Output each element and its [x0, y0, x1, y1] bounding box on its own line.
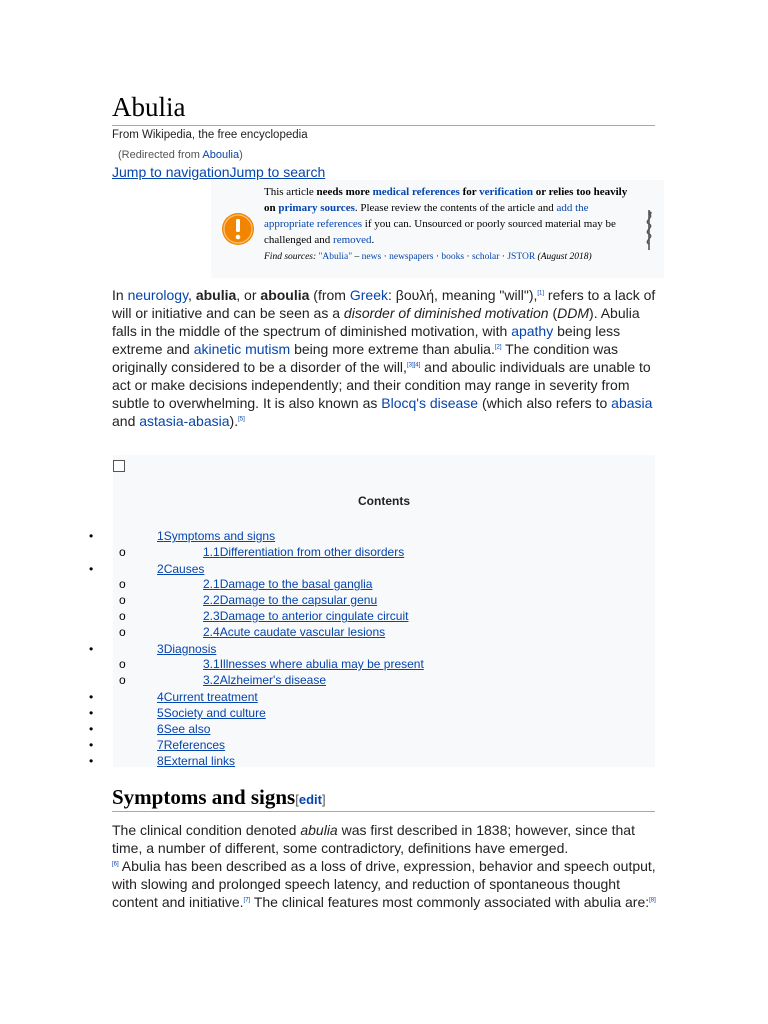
citation-5[interactable]: [5] — [238, 416, 245, 423]
maintenance-notice-box — [211, 180, 664, 278]
intro-text: The condition was originally considered to be a disorder of the will, — [112, 341, 619, 375]
redirect-prefix: (Redirected from — [118, 149, 203, 161]
find-books-link[interactable]: books — [441, 252, 465, 262]
toc-circle-bullet-icon: o — [119, 593, 126, 607]
notice-text: . — [371, 234, 375, 246]
toc-label: Causes — [163, 562, 205, 576]
intro-text: , — [188, 287, 196, 303]
toc-label: Differentiation from other disorders — [219, 545, 405, 559]
verification-link[interactable]: verification — [479, 186, 533, 198]
toc-item-caudate-lesions[interactable] — [203, 625, 385, 639]
find-jstor-link[interactable]: JSTOR — [507, 252, 536, 262]
intro-text: ( — [548, 305, 558, 321]
toc-label: Damage to the basal ganglia — [219, 577, 373, 591]
toc-label: External links — [163, 754, 236, 768]
greek-link[interactable]: Greek — [349, 287, 388, 303]
citation-3-4[interactable]: [3][4] — [406, 362, 421, 369]
toc-number: 3.1 — [203, 657, 220, 671]
toc-item-references[interactable] — [157, 738, 225, 752]
find-newspapers-link[interactable]: newspapers — [389, 252, 434, 262]
toc-bullet-icon: • — [89, 722, 94, 736]
edit-bracket: [ — [295, 792, 299, 807]
toc-circle-bullet-icon: o — [119, 577, 126, 591]
intro-text: In — [112, 287, 128, 303]
toc-circle-bullet-icon: o — [119, 609, 126, 623]
page-title: Abulia — [112, 92, 186, 122]
intro-bold-term: abulia — [195, 287, 237, 303]
intro-text: ). — [229, 413, 239, 429]
intro-paragraph — [112, 286, 657, 430]
intro-text: being more extreme than abulia. — [290, 341, 495, 357]
edit-bracket: ] — [321, 792, 326, 807]
toc-number: 8 — [157, 754, 164, 768]
toc-item-symptoms-and-signs[interactable] — [157, 529, 275, 543]
citation-1[interactable]: [1] — [537, 290, 545, 297]
find-sources-line: Find sources: "Abulia" – news · newspapers · books · scholar · JSTOR (August 2018) — [264, 252, 592, 262]
citation-7[interactable]: [7] — [243, 897, 251, 904]
intro-text: (which also refers to — [478, 395, 612, 411]
toc-item-society-and-culture[interactable] — [157, 706, 266, 720]
section-paragraph — [112, 821, 657, 911]
toc-item-differentiation[interactable] — [203, 545, 404, 559]
intro-text: , or — [236, 287, 261, 303]
toc-number: 2.2 — [203, 593, 220, 607]
toc-label: Damage to anterior cingulate circuit — [219, 609, 409, 623]
toc-circle-bullet-icon: o — [119, 625, 126, 639]
title-divider — [112, 125, 655, 126]
notice-text: if you can. Unsourced or poorly sourced material may be challenged and — [264, 218, 616, 246]
astasia-abasia-link[interactable]: astasia-abasia — [139, 413, 230, 429]
toc-circle-bullet-icon: o — [119, 673, 126, 687]
toc-item-external-links[interactable] — [157, 754, 235, 768]
toc-number: 2.3 — [203, 609, 220, 623]
add-references-link[interactable]: add the appropriate references — [264, 202, 589, 230]
redirect-source-link[interactable]: Aboulia — [202, 149, 240, 161]
toc-toggle-checkbox[interactable] — [113, 460, 125, 472]
toc-number: 2.4 — [203, 625, 220, 639]
section-edit — [295, 792, 325, 807]
toc-label: Society and culture — [163, 706, 266, 720]
toc-item-current-treatment[interactable] — [157, 690, 258, 704]
intro-text: (from — [309, 287, 350, 303]
redirect-suffix: ) — [239, 149, 243, 161]
intro-italic-term: disorder of diminished motivation — [343, 305, 549, 321]
redirect-notice — [118, 149, 243, 161]
find-scholar-link[interactable]: scholar — [471, 252, 500, 262]
section-text: Abulia has been described as a loss of drive, expression, behavior and speech output, with slowing and prolonged speech latency, and reduction of spontaneous thought content and initiative. — [112, 858, 656, 910]
toc-label: Current treatment — [163, 690, 258, 704]
section-heading-text: Symptoms and signs — [112, 785, 296, 809]
blocqs-disease-link[interactable]: Blocq's disease — [381, 395, 479, 411]
toc-label: Alzheimer's disease — [219, 673, 327, 687]
rod-of-asclepius-icon — [641, 208, 657, 252]
toc-item-diagnosis[interactable] — [157, 642, 216, 656]
find-sources-dash: – — [352, 252, 362, 262]
toc-number: 5 — [157, 706, 164, 720]
apathy-link[interactable]: apathy — [511, 323, 554, 339]
maintenance-notice-text — [264, 184, 636, 264]
primary-sources-link[interactable]: primary sources — [278, 202, 355, 214]
notice-bold: or relies too heavily on — [264, 186, 628, 214]
toc-bullet-icon: • — [89, 642, 94, 656]
toc-label: References — [163, 738, 226, 752]
notice-bold: needs more — [316, 186, 373, 198]
toc-bullet-icon: • — [89, 562, 94, 576]
toc-item-causes[interactable] — [157, 562, 204, 576]
jump-links — [112, 164, 325, 180]
toc-item-alzheimers[interactable] — [203, 673, 326, 687]
toc-number: 2.1 — [203, 577, 220, 591]
toc-number: 1.1 — [203, 545, 220, 559]
toc-label: Damage to the capsular genu — [219, 593, 378, 607]
toc-label: See also — [163, 722, 211, 736]
toc-label: Symptoms and signs — [163, 529, 276, 543]
warning-icon — [221, 212, 255, 246]
toc-number: 3 — [157, 642, 164, 656]
toc-item-basal-ganglia[interactable] — [203, 577, 372, 591]
toc-number: 1 — [157, 529, 164, 543]
medical-references-link[interactable]: medical references — [372, 186, 460, 198]
intro-italic-term: DDM — [557, 305, 590, 321]
section-divider — [112, 811, 655, 812]
toc-number: 7 — [157, 738, 164, 752]
intro-text: and aboulic individuals are unable to act or make decisions independently; and their condition may range in severity from subtle to overwhelming. It is also known as — [112, 359, 651, 411]
notice-text: This article — [264, 186, 317, 198]
notice-bold: for — [459, 186, 480, 198]
section-heading — [112, 785, 326, 810]
citation-6[interactable]: [6] — [112, 861, 119, 868]
akinetic-mutism-link[interactable]: akinetic mutism — [193, 341, 291, 357]
toc-title: Contents — [358, 494, 410, 508]
toc-bullet-icon: • — [89, 690, 94, 704]
neurology-link[interactable]: neurology — [127, 287, 189, 303]
find-news-link[interactable]: news — [361, 252, 382, 262]
toc-bullet-icon: • — [89, 706, 94, 720]
section-italic-term: abulia — [300, 822, 338, 838]
toc-bullet-icon: • — [89, 738, 94, 752]
toc-label: Acute caudate vascular lesions — [219, 625, 386, 639]
section-text: The clinical condition denoted — [112, 822, 301, 838]
site-tagline: From Wikipedia, the free encyclopedia — [112, 129, 308, 141]
abasia-link[interactable]: abasia — [611, 395, 653, 411]
citation-2[interactable]: [2] — [494, 344, 502, 351]
intro-bold-term: aboulia — [260, 287, 310, 303]
jump-to-search-link[interactable]: Jump to search — [229, 164, 326, 180]
intro-text: : βουλή, meaning "will"), — [388, 287, 538, 303]
toc-bullet-icon: • — [89, 529, 94, 543]
removed-link[interactable]: removed — [333, 234, 372, 246]
toc-item-capsular-genu[interactable] — [203, 593, 377, 607]
toc-label: Diagnosis — [163, 642, 217, 656]
find-sources-label: Find sources: — [264, 252, 319, 262]
toc-label: Illnesses where abulia may be present — [219, 657, 424, 671]
intro-text: ). Abulia falls in the middle of the spectrum of diminished motivation, with — [112, 305, 640, 339]
toc-circle-bullet-icon: o — [119, 657, 126, 671]
jump-to-navigation-link[interactable]: Jump to navigation — [112, 164, 230, 180]
section-text: was first described in 1838; however, since that time, a number of different, some contradictory, definitions have emerged. — [112, 822, 635, 856]
toc-bullet-icon: • — [89, 754, 94, 768]
notice-date: (August 2018) — [535, 252, 592, 262]
citation-8[interactable]: [8] — [649, 897, 656, 904]
toc-number: 3.2 — [203, 673, 220, 687]
section-text: The clinical features most commonly associated with abulia are: — [250, 894, 650, 910]
notice-text: . Please review the contents of the article and — [354, 202, 557, 214]
toc-circle-bullet-icon: o — [119, 545, 126, 559]
toc-item-see-also[interactable] — [157, 722, 210, 736]
find-sources-query-link[interactable]: "Abulia" — [318, 252, 353, 262]
intro-text: and — [112, 413, 140, 429]
intro-text: being less extreme and — [112, 323, 621, 357]
intro-text: refers to a lack of will or initiative and can be seen as a — [112, 287, 656, 321]
toc-number: 6 — [157, 722, 164, 736]
toc-number: 2 — [157, 562, 164, 576]
edit-section-link[interactable]: edit — [298, 792, 322, 807]
toc-item-anterior-cingulate[interactable] — [203, 609, 408, 623]
toc-number: 4 — [157, 690, 164, 704]
toc-item-illnesses[interactable] — [203, 657, 424, 671]
